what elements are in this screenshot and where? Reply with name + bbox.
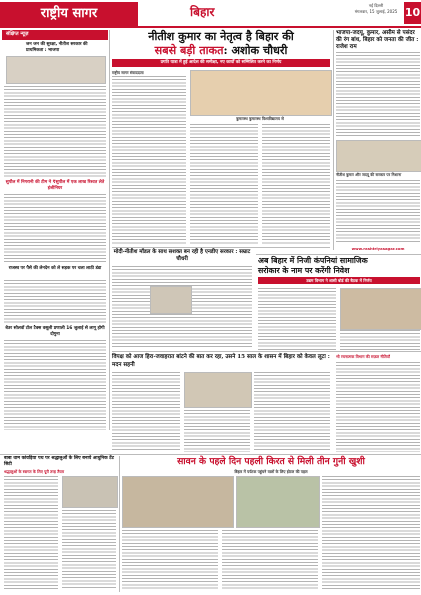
middle-divider bbox=[112, 351, 421, 352]
story-title-surveillance: सुपौल में निगरानी की टीम ने ₹सुपौल में एक लाख रिश्वत लेते इंजीनियर bbox=[5, 180, 105, 191]
middle-body-col3 bbox=[254, 372, 330, 452]
brief-body bbox=[4, 86, 106, 178]
lower-headline-line2: सरोकार के नाम पर करेंगी निवेश bbox=[258, 266, 350, 275]
newspaper-title: राष्ट्रीय सागर bbox=[40, 6, 98, 21]
bottom-body-1 bbox=[122, 530, 218, 590]
story-body-surveillance bbox=[4, 194, 106, 264]
bottom-left-body1 bbox=[4, 476, 58, 590]
date-text: मंगलवार, 15 जुलाई, 2025 bbox=[354, 9, 398, 14]
lower-meeting-photo bbox=[340, 288, 421, 330]
main-body-col2 bbox=[190, 124, 258, 244]
photo-caption: कुमारस्थ कुमारस्थ विश्वविद्यालय से bbox=[236, 116, 284, 121]
story-divider bbox=[112, 247, 330, 248]
header-rule bbox=[0, 26, 421, 28]
middle-photo bbox=[184, 372, 252, 408]
main-headline-line1: नीतीश कुमार का नेतृत्व है बिहार की bbox=[148, 29, 294, 43]
right-divider bbox=[333, 30, 334, 250]
main-byline: राष्ट्रीय सागर संवाददाता bbox=[112, 70, 144, 75]
main-body-col3 bbox=[262, 124, 330, 244]
story-body-clash bbox=[4, 280, 106, 324]
right-body bbox=[336, 52, 420, 136]
main-subhead: प्रगति यात्रा में हुई आदेश की समीक्षा, नए कार्यों को सम्मिलित करने का निर्णय bbox=[160, 60, 282, 65]
right-body-2 bbox=[336, 180, 420, 244]
lower-body-col2 bbox=[340, 330, 420, 352]
right-top-story: नीतीश कुमार और जदयू की सरकार पर निशाना bbox=[336, 172, 402, 177]
lower-subhead: उद्यम विभाग ने शासी बोर्ड की बैठक में निर्णय bbox=[306, 278, 372, 283]
headline-highlight: सबसे बड़ी ताकत bbox=[154, 43, 224, 57]
right-photo bbox=[336, 140, 421, 172]
story-title-clash: राजस्व पर पैसे की लेनदेन को ले सड़क पर चला लाठी डंडा bbox=[8, 266, 102, 271]
middle-body-col2 bbox=[184, 410, 250, 452]
brief-label: संक्षिप्त न्यूज़ bbox=[6, 31, 29, 37]
bottom-body-right bbox=[322, 476, 420, 590]
right-story-body bbox=[336, 362, 420, 452]
portrait-photo bbox=[150, 286, 192, 314]
main-event-photo bbox=[190, 70, 332, 116]
bottom-subhead: बिहार में पर्यटक पहुंचने वालों के लिए होटल की पहल bbox=[234, 469, 308, 474]
tent-city-photo bbox=[62, 476, 118, 508]
bottom-photo-2 bbox=[236, 476, 320, 528]
story-title-toll: बेउर सोलवॉ टोल टैक्स वसूली प्रणाली 16 जुलाई से लागू होगी दोगुना bbox=[5, 326, 105, 337]
bottom-left-headline: बाबा धाम कांवड़िया पथ पर श्रद्धालुओं के लिए बनाये आधुनिक टेंट सिटी bbox=[4, 456, 114, 467]
middle-headline: विपक्ष को आज हिरा-जवाहरात बांटने की बात कर रहा, उसने 15 साल के शासन में बिहार को केवल लूटा : मदन सहनी bbox=[112, 354, 330, 368]
date-city: नई दिल्ली bbox=[368, 3, 384, 8]
main-body-col1 bbox=[112, 76, 186, 244]
story-body-toll bbox=[4, 340, 106, 430]
lower-headline-line1: अब बिहार में निजी कंपनियां सामाजिक bbox=[258, 256, 368, 265]
main-headline-line2 bbox=[112, 44, 330, 57]
bottom-headline: सावन के पहले दिन पहली किरत से मिली तीन गुनी खुशी bbox=[177, 456, 365, 467]
bottom-body-2 bbox=[222, 530, 318, 590]
date-box bbox=[350, 3, 402, 15]
bottom-divider bbox=[0, 454, 421, 455]
story-title-modi-nitish: मोदी-नीतीश मॉडल के साथ सशक्त बन रही है एनडीए सरकार : सम्राट चौधरी bbox=[113, 249, 251, 262]
bottom-column-divider bbox=[119, 456, 120, 592]
website-url: www.rashtriyasagar.com bbox=[351, 246, 405, 251]
bottom-left-subhead: श्रद्धालुओं के स्वागत के लिए पूरी तरह तैयार bbox=[4, 469, 65, 474]
brief-title: जन जन की सुरक्षा, नीतीश सरकार की प्राथमिकता : भाजपा bbox=[26, 42, 88, 53]
headline-speaker: : अशोक चौधरी bbox=[223, 43, 288, 57]
bottom-left-body2 bbox=[62, 510, 116, 590]
right-kicker: भाजपा-जदयू, कुमार, असीम से पसंदर की रंग बांध, बिहार को जनता की जीत : राजेश राम bbox=[336, 30, 419, 50]
lower-divider bbox=[256, 254, 421, 255]
bottom-photo-1 bbox=[122, 476, 234, 528]
column-divider bbox=[109, 30, 110, 430]
middle-body-col1 bbox=[112, 372, 180, 452]
section-title: बिहार bbox=[190, 5, 215, 19]
leaders-photo bbox=[6, 56, 106, 84]
right-story-title: भी रचनात्मक विभाग की सफ़ल नीतियाँ bbox=[336, 354, 390, 359]
page-number: 10 bbox=[404, 2, 421, 24]
lower-body-col1 bbox=[258, 288, 336, 352]
